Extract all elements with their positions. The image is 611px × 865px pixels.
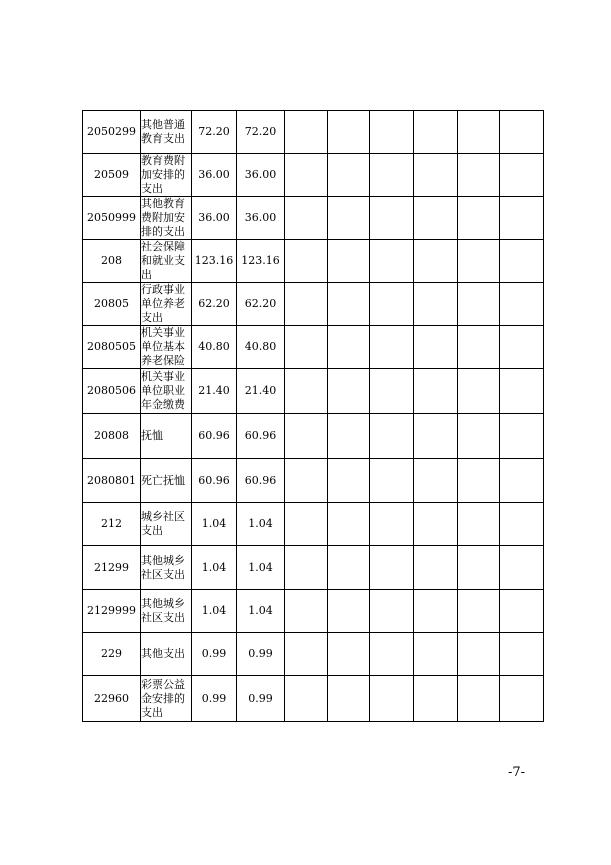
cell-code: 2050299 bbox=[83, 111, 141, 154]
table-row bbox=[83, 154, 544, 197]
cell-name: 其他城乡社区支出 bbox=[141, 546, 192, 590]
cell-empty bbox=[285, 111, 328, 154]
cell-empty bbox=[285, 369, 328, 414]
cell-empty bbox=[500, 459, 544, 503]
cell-name: 抚恤 bbox=[141, 414, 192, 459]
cell-empty bbox=[414, 503, 458, 546]
cell-empty bbox=[500, 111, 544, 154]
cell-empty bbox=[285, 283, 328, 326]
cell-name: 教育费附加安排的支出 bbox=[141, 154, 192, 197]
cell-code: 2129999 bbox=[83, 590, 141, 633]
table-row bbox=[83, 240, 544, 283]
cell-code: 22960 bbox=[83, 676, 141, 722]
cell-empty bbox=[500, 676, 544, 722]
cell-empty bbox=[458, 240, 500, 283]
cell-empty bbox=[328, 503, 370, 546]
cell-empty bbox=[285, 459, 328, 503]
cell-value-total: 60.96 bbox=[192, 459, 237, 503]
cell-empty bbox=[414, 154, 458, 197]
cell-empty bbox=[328, 111, 370, 154]
cell-empty bbox=[285, 326, 328, 369]
cell-value-total: 0.99 bbox=[192, 676, 237, 722]
cell-empty bbox=[414, 459, 458, 503]
cell-empty bbox=[500, 154, 544, 197]
table-row bbox=[83, 414, 544, 459]
cell-empty bbox=[285, 197, 328, 240]
cell-empty bbox=[328, 197, 370, 240]
cell-value-total: 21.40 bbox=[192, 369, 237, 414]
cell-empty bbox=[500, 240, 544, 283]
cell-empty bbox=[500, 590, 544, 633]
cell-empty bbox=[328, 414, 370, 459]
cell-empty bbox=[285, 240, 328, 283]
cell-code: 21299 bbox=[83, 546, 141, 590]
cell-empty bbox=[458, 369, 500, 414]
cell-code: 2080505 bbox=[83, 326, 141, 369]
table-row bbox=[83, 633, 544, 676]
cell-empty bbox=[328, 546, 370, 590]
cell-empty bbox=[370, 633, 414, 676]
cell-empty bbox=[500, 369, 544, 414]
cell-value-basic: 0.99 bbox=[237, 633, 285, 676]
cell-code: 20808 bbox=[83, 414, 141, 459]
cell-name: 社会保障和就业支出 bbox=[141, 240, 192, 283]
cell-empty bbox=[328, 240, 370, 283]
cell-empty bbox=[458, 459, 500, 503]
cell-value-basic: 40.80 bbox=[237, 326, 285, 369]
cell-empty bbox=[370, 503, 414, 546]
cell-name: 行政事业单位养老支出 bbox=[141, 283, 192, 326]
cell-value-total: 123.16 bbox=[192, 240, 237, 283]
cell-value-total: 1.04 bbox=[192, 590, 237, 633]
cell-empty bbox=[414, 283, 458, 326]
cell-empty bbox=[370, 240, 414, 283]
cell-value-total: 36.00 bbox=[192, 154, 237, 197]
cell-empty bbox=[370, 326, 414, 369]
cell-empty bbox=[458, 546, 500, 590]
cell-empty bbox=[414, 414, 458, 459]
cell-name: 彩票公益金安排的支出 bbox=[141, 676, 192, 722]
cell-empty bbox=[500, 414, 544, 459]
table-row bbox=[83, 676, 544, 722]
cell-empty bbox=[414, 633, 458, 676]
cell-empty bbox=[500, 546, 544, 590]
cell-empty bbox=[458, 503, 500, 546]
cell-empty bbox=[370, 459, 414, 503]
table-row bbox=[83, 459, 544, 503]
cell-empty bbox=[500, 283, 544, 326]
cell-name: 死亡抚恤 bbox=[141, 459, 192, 503]
cell-code: 229 bbox=[83, 633, 141, 676]
cell-name: 其他城乡社区支出 bbox=[141, 590, 192, 633]
cell-empty bbox=[500, 503, 544, 546]
cell-empty bbox=[414, 240, 458, 283]
cell-empty bbox=[458, 633, 500, 676]
cell-empty bbox=[328, 676, 370, 722]
cell-empty bbox=[370, 369, 414, 414]
cell-value-basic: 1.04 bbox=[237, 590, 285, 633]
cell-value-total: 1.04 bbox=[192, 546, 237, 590]
cell-value-basic: 36.00 bbox=[237, 154, 285, 197]
cell-value-basic: 60.96 bbox=[237, 459, 285, 503]
cell-empty bbox=[328, 633, 370, 676]
cell-value-total: 40.80 bbox=[192, 326, 237, 369]
cell-empty bbox=[458, 676, 500, 722]
cell-empty bbox=[414, 546, 458, 590]
cell-empty bbox=[285, 414, 328, 459]
cell-code: 20509 bbox=[83, 154, 141, 197]
cell-empty bbox=[370, 197, 414, 240]
cell-empty bbox=[370, 154, 414, 197]
cell-empty bbox=[458, 590, 500, 633]
cell-empty bbox=[370, 590, 414, 633]
cell-empty bbox=[285, 154, 328, 197]
cell-empty bbox=[458, 111, 500, 154]
cell-empty bbox=[458, 154, 500, 197]
cell-code: 212 bbox=[83, 503, 141, 546]
cell-empty bbox=[414, 197, 458, 240]
cell-code: 2050999 bbox=[83, 197, 141, 240]
cell-empty bbox=[414, 369, 458, 414]
cell-empty bbox=[328, 590, 370, 633]
cell-empty bbox=[370, 283, 414, 326]
cell-empty bbox=[500, 326, 544, 369]
cell-value-total: 60.96 bbox=[192, 414, 237, 459]
cell-empty bbox=[500, 197, 544, 240]
cell-code: 208 bbox=[83, 240, 141, 283]
cell-value-basic: 72.20 bbox=[237, 111, 285, 154]
cell-empty bbox=[414, 590, 458, 633]
cell-empty bbox=[328, 283, 370, 326]
cell-value-basic: 0.99 bbox=[237, 676, 285, 722]
cell-value-basic: 21.40 bbox=[237, 369, 285, 414]
cell-name: 城乡社区支出 bbox=[141, 503, 192, 546]
cell-name: 其他普通教育支出 bbox=[141, 111, 192, 154]
cell-empty bbox=[285, 503, 328, 546]
table-row bbox=[83, 111, 544, 154]
cell-empty bbox=[458, 326, 500, 369]
cell-value-total: 0.99 bbox=[192, 633, 237, 676]
cell-name: 机关事业单位基本养老保险 bbox=[141, 326, 192, 369]
cell-value-basic: 1.04 bbox=[237, 503, 285, 546]
table-row bbox=[83, 197, 544, 240]
cell-value-basic: 62.20 bbox=[237, 283, 285, 326]
cell-empty bbox=[285, 590, 328, 633]
cell-empty bbox=[370, 111, 414, 154]
cell-empty bbox=[500, 633, 544, 676]
cell-empty bbox=[285, 676, 328, 722]
cell-value-total: 36.00 bbox=[192, 197, 237, 240]
cell-value-basic: 36.00 bbox=[237, 197, 285, 240]
cell-empty bbox=[414, 326, 458, 369]
budget-table bbox=[82, 110, 544, 722]
cell-empty bbox=[370, 546, 414, 590]
cell-empty bbox=[458, 197, 500, 240]
cell-empty bbox=[328, 326, 370, 369]
cell-empty bbox=[458, 283, 500, 326]
cell-value-basic: 60.96 bbox=[237, 414, 285, 459]
cell-code: 2080506 bbox=[83, 369, 141, 414]
cell-empty bbox=[414, 111, 458, 154]
table-row bbox=[83, 283, 544, 326]
cell-empty bbox=[328, 369, 370, 414]
cell-value-basic: 1.04 bbox=[237, 546, 285, 590]
cell-value-total: 1.04 bbox=[192, 503, 237, 546]
cell-empty bbox=[328, 459, 370, 503]
table-row bbox=[83, 503, 544, 546]
cell-empty bbox=[370, 676, 414, 722]
cell-empty bbox=[370, 414, 414, 459]
table-row bbox=[83, 369, 544, 414]
cell-name: 其他支出 bbox=[141, 633, 192, 676]
cell-code: 2080801 bbox=[83, 459, 141, 503]
cell-name: 机关事业单位职业年金缴费 bbox=[141, 369, 192, 414]
cell-value-total: 72.20 bbox=[192, 111, 237, 154]
cell-code: 20805 bbox=[83, 283, 141, 326]
cell-empty bbox=[414, 676, 458, 722]
cell-empty bbox=[285, 633, 328, 676]
cell-value-basic: 123.16 bbox=[237, 240, 285, 283]
page-number: -7- bbox=[508, 765, 526, 780]
table-row bbox=[83, 546, 544, 590]
table-row bbox=[83, 326, 544, 369]
cell-empty bbox=[328, 154, 370, 197]
table-row bbox=[83, 590, 544, 633]
cell-value-total: 62.20 bbox=[192, 283, 237, 326]
cell-name: 其他教育费附加安排的支出 bbox=[141, 197, 192, 240]
cell-empty bbox=[458, 414, 500, 459]
cell-empty bbox=[285, 546, 328, 590]
